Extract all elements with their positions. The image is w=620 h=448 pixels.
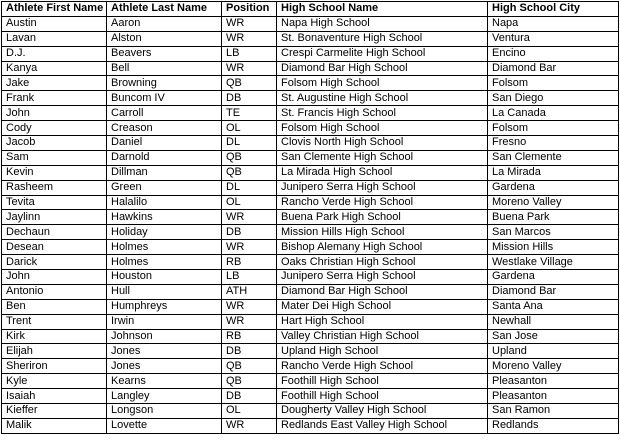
cell-high-school-city: San Jose: [488, 329, 619, 344]
cell-high-school-name: Crespi Carmelite High School: [277, 46, 488, 61]
cell-first-name: John: [2, 270, 107, 285]
cell-position: WR: [222, 16, 277, 31]
cell-first-name: Sheriron: [2, 359, 107, 374]
cell-high-school-name: Oaks Christian High School: [277, 255, 488, 270]
cell-position: DB: [222, 225, 277, 240]
cell-high-school-name: Rancho Verde High School: [277, 359, 488, 374]
cell-last-name: Kearns: [107, 374, 222, 389]
cell-high-school-name: Foothill High School: [277, 374, 488, 389]
cell-high-school-city: Encino: [488, 46, 619, 61]
table-body: [2, 16, 619, 433]
cell-first-name: Sam: [2, 150, 107, 165]
table-row: [2, 225, 619, 240]
cell-last-name: Aaron: [107, 16, 222, 31]
cell-last-name: Browning: [107, 76, 222, 91]
cell-position: LB: [222, 46, 277, 61]
cell-last-name: Johnson: [107, 329, 222, 344]
cell-high-school-name: Bishop Alemany High School: [277, 240, 488, 255]
cell-position: DL: [222, 180, 277, 195]
cell-position: DL: [222, 136, 277, 151]
cell-position: WR: [222, 240, 277, 255]
cell-position: WR: [222, 314, 277, 329]
table-row: [2, 418, 619, 433]
table-row: [2, 106, 619, 121]
cell-last-name: Daniel: [107, 136, 222, 151]
table-row: [2, 121, 619, 136]
cell-high-school-name: Buena Park High School: [277, 210, 488, 225]
cell-high-school-city: Moreno Valley: [488, 195, 619, 210]
cell-first-name: John: [2, 106, 107, 121]
cell-high-school-city: San Marcos: [488, 225, 619, 240]
cell-first-name: Desean: [2, 240, 107, 255]
table-row: [2, 46, 619, 61]
cell-high-school-city: Folsom: [488, 121, 619, 136]
table-row: [2, 329, 619, 344]
cell-position: TE: [222, 106, 277, 121]
cell-first-name: Jacob: [2, 136, 107, 151]
table-row: [2, 284, 619, 299]
cell-last-name: Carroll: [107, 106, 222, 121]
cell-high-school-city: Fresno: [488, 136, 619, 151]
cell-position: WR: [222, 31, 277, 46]
cell-last-name: Holmes: [107, 255, 222, 270]
cell-position: QB: [222, 76, 277, 91]
cell-first-name: Frank: [2, 91, 107, 106]
header-first-name: Athlete First Name: [2, 2, 107, 17]
cell-position: DB: [222, 344, 277, 359]
cell-high-school-name: Junipero Serra High School: [277, 180, 488, 195]
cell-high-school-city: La Canada: [488, 106, 619, 121]
cell-last-name: Beavers: [107, 46, 222, 61]
cell-high-school-name: Folsom High School: [277, 121, 488, 136]
cell-last-name: Langley: [107, 389, 222, 404]
cell-first-name: Kyle: [2, 374, 107, 389]
table-row: [2, 165, 619, 180]
cell-last-name: Holmes: [107, 240, 222, 255]
table-row: [2, 314, 619, 329]
table-row: [2, 136, 619, 151]
cell-first-name: Jake: [2, 76, 107, 91]
table-row: [2, 255, 619, 270]
table-row: [2, 31, 619, 46]
cell-high-school-city: La Mirada: [488, 165, 619, 180]
cell-high-school-name: St. Francis High School: [277, 106, 488, 121]
cell-high-school-name: Upland High School: [277, 344, 488, 359]
cell-last-name: Irwin: [107, 314, 222, 329]
table-row: [2, 299, 619, 314]
cell-high-school-name: Diamond Bar High School: [277, 284, 488, 299]
cell-first-name: Kieffer: [2, 404, 107, 419]
cell-position: QB: [222, 359, 277, 374]
cell-first-name: Darick: [2, 255, 107, 270]
cell-high-school-name: Mater Dei High School: [277, 299, 488, 314]
cell-high-school-name: Mission Hills High School: [277, 225, 488, 240]
cell-last-name: Longson: [107, 404, 222, 419]
cell-high-school-city: Upland: [488, 344, 619, 359]
table-row: [2, 16, 619, 31]
cell-last-name: Hawkins: [107, 210, 222, 225]
cell-high-school-city: Santa Ana: [488, 299, 619, 314]
cell-position: QB: [222, 374, 277, 389]
cell-last-name: Green: [107, 180, 222, 195]
cell-position: WR: [222, 61, 277, 76]
cell-high-school-name: Foothill High School: [277, 389, 488, 404]
table-row: [2, 61, 619, 76]
cell-high-school-city: San Ramon: [488, 404, 619, 419]
table-row: [2, 210, 619, 225]
cell-first-name: Cody: [2, 121, 107, 136]
table-row: [2, 404, 619, 419]
table-row: [2, 374, 619, 389]
cell-position: DB: [222, 91, 277, 106]
cell-first-name: Tevita: [2, 195, 107, 210]
cell-high-school-name: St. Bonaventure High School: [277, 31, 488, 46]
cell-position: OL: [222, 195, 277, 210]
table-row: [2, 91, 619, 106]
cell-last-name: Humphreys: [107, 299, 222, 314]
table-row: [2, 359, 619, 374]
cell-position: WR: [222, 299, 277, 314]
header-high-school-name: High School Name: [277, 2, 488, 17]
cell-high-school-city: Westlake Village: [488, 255, 619, 270]
table-row: [2, 240, 619, 255]
cell-high-school-city: Moreno Valley: [488, 359, 619, 374]
cell-first-name: Kirk: [2, 329, 107, 344]
cell-first-name: Jaylinn: [2, 210, 107, 225]
cell-last-name: Bell: [107, 61, 222, 76]
header-row: [2, 2, 619, 17]
cell-high-school-name: Folsom High School: [277, 76, 488, 91]
cell-first-name: Malik: [2, 418, 107, 433]
table-header: [2, 2, 619, 17]
cell-position: OL: [222, 121, 277, 136]
cell-first-name: Rasheem: [2, 180, 107, 195]
header-position: Position: [222, 2, 277, 17]
cell-high-school-city: Diamond Bar: [488, 284, 619, 299]
cell-last-name: Buncom IV: [107, 91, 222, 106]
cell-high-school-city: Pleasanton: [488, 389, 619, 404]
cell-first-name: D.J.: [2, 46, 107, 61]
cell-last-name: Hull: [107, 284, 222, 299]
cell-first-name: Antonio: [2, 284, 107, 299]
cell-high-school-city: Redlands: [488, 418, 619, 433]
cell-position: LB: [222, 270, 277, 285]
cell-first-name: Elijah: [2, 344, 107, 359]
cell-high-school-name: Dougherty Valley High School: [277, 404, 488, 419]
cell-high-school-city: San Clemente: [488, 150, 619, 165]
table-row: [2, 180, 619, 195]
cell-first-name: Ben: [2, 299, 107, 314]
cell-position: WR: [222, 418, 277, 433]
cell-last-name: Jones: [107, 344, 222, 359]
cell-first-name: Isaiah: [2, 389, 107, 404]
cell-high-school-name: Rancho Verde High School: [277, 195, 488, 210]
cell-first-name: Kevin: [2, 165, 107, 180]
table-row: [2, 195, 619, 210]
cell-high-school-name: Hart High School: [277, 314, 488, 329]
cell-last-name: Jones: [107, 359, 222, 374]
cell-last-name: Darnold: [107, 150, 222, 165]
cell-position: ATH: [222, 284, 277, 299]
table-row: [2, 150, 619, 165]
cell-high-school-city: Buena Park: [488, 210, 619, 225]
athlete-roster-table: [1, 1, 619, 434]
cell-last-name: Lovette: [107, 418, 222, 433]
table-row: [2, 344, 619, 359]
cell-last-name: Holiday: [107, 225, 222, 240]
table-row: [2, 270, 619, 285]
cell-high-school-name: Valley Christian High School: [277, 329, 488, 344]
cell-first-name: Dechaun: [2, 225, 107, 240]
cell-position: DB: [222, 389, 277, 404]
cell-position: RB: [222, 329, 277, 344]
cell-first-name: Lavan: [2, 31, 107, 46]
cell-high-school-name: St. Augustine High School: [277, 91, 488, 106]
cell-last-name: Creason: [107, 121, 222, 136]
cell-high-school-name: Clovis North High School: [277, 136, 488, 151]
table-row: [2, 389, 619, 404]
cell-last-name: Alston: [107, 31, 222, 46]
cell-first-name: Trent: [2, 314, 107, 329]
cell-last-name: Halalilo: [107, 195, 222, 210]
cell-position: QB: [222, 165, 277, 180]
cell-high-school-city: Mission Hills: [488, 240, 619, 255]
cell-high-school-city: Newhall: [488, 314, 619, 329]
cell-position: QB: [222, 150, 277, 165]
cell-last-name: Houston: [107, 270, 222, 285]
header-last-name: Athlete Last Name: [107, 2, 222, 17]
table-row: [2, 76, 619, 91]
cell-first-name: Austin: [2, 16, 107, 31]
cell-last-name: Dillman: [107, 165, 222, 180]
cell-high-school-name: San Clemente High School: [277, 150, 488, 165]
cell-high-school-city: San Diego: [488, 91, 619, 106]
header-high-school-city: High School City: [488, 2, 619, 17]
cell-high-school-city: Gardena: [488, 180, 619, 195]
cell-high-school-city: Folsom: [488, 76, 619, 91]
cell-high-school-name: Diamond Bar High School: [277, 61, 488, 76]
cell-high-school-name: Redlands East Valley High School: [277, 418, 488, 433]
cell-high-school-city: Napa: [488, 16, 619, 31]
cell-high-school-city: Ventura: [488, 31, 619, 46]
cell-high-school-city: Diamond Bar: [488, 61, 619, 76]
cell-first-name: Kanya: [2, 61, 107, 76]
cell-position: WR: [222, 210, 277, 225]
cell-high-school-city: Pleasanton: [488, 374, 619, 389]
cell-position: OL: [222, 404, 277, 419]
cell-high-school-name: Junipero Serra High School: [277, 270, 488, 285]
cell-high-school-name: La Mirada High School: [277, 165, 488, 180]
cell-high-school-city: Gardena: [488, 270, 619, 285]
cell-position: RB: [222, 255, 277, 270]
cell-high-school-name: Napa High School: [277, 16, 488, 31]
